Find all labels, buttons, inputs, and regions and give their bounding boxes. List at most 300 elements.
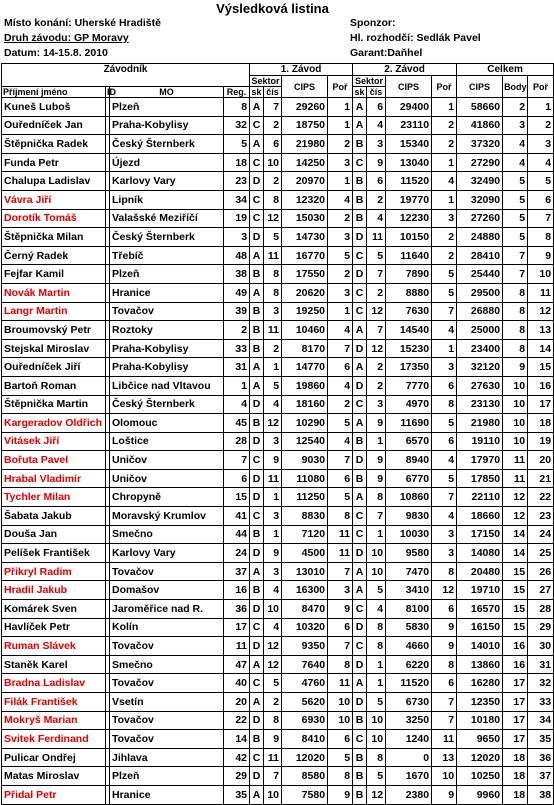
- mo-cell: Český Šternberk: [110, 228, 224, 247]
- table-row: [2, 488, 554, 507]
- sector1-cell: B: [250, 525, 264, 544]
- cips-total-cell: 17850: [457, 469, 503, 488]
- table-row: [2, 414, 554, 433]
- rank2-cell: 3: [432, 544, 457, 563]
- cips-total-cell: 25440: [457, 265, 503, 284]
- sector1-cell: A: [250, 376, 264, 395]
- reg-cell: 4: [224, 395, 250, 414]
- mo-cell: Karlovy Vary: [110, 172, 224, 191]
- cips1-cell: 8830: [282, 507, 328, 526]
- cips1-cell: 20970: [282, 172, 328, 191]
- rank2-cell: 5: [432, 414, 457, 433]
- body-cell: 4: [503, 135, 528, 154]
- cips2-cell: 4970: [386, 395, 432, 414]
- rank1-cell: 1: [328, 302, 353, 321]
- table-row: [2, 98, 554, 117]
- rank-total-cell: 11: [528, 283, 554, 302]
- table-row: [2, 451, 554, 470]
- mo-cell: Libčice nad Vltavou: [110, 376, 224, 395]
- sector1-cell: B: [250, 339, 264, 358]
- sector2-cell: B: [353, 711, 367, 730]
- rank-total-cell: 33: [528, 693, 554, 712]
- cips1-cell: 15030: [282, 209, 328, 228]
- cips2-header: CIPS: [386, 76, 432, 98]
- reg-cell: 31: [224, 358, 250, 377]
- cips-total-cell: 10250: [457, 767, 503, 786]
- name-cell: Tychler Milan: [2, 488, 106, 507]
- sector1-cell: B: [250, 302, 264, 321]
- rank1-cell: 4: [328, 321, 353, 340]
- body-cell: 15: [503, 581, 528, 600]
- sector1-cell: A: [250, 283, 264, 302]
- mo-cell: Vsetín: [110, 693, 224, 712]
- number1-cell: 2: [264, 172, 282, 191]
- cips2-cell: 6570: [386, 432, 432, 451]
- number2-cell: 9: [367, 469, 386, 488]
- name-cell: Hrabal Vladimír: [2, 469, 106, 488]
- cips1-cell: 10460: [282, 321, 328, 340]
- name-cell: Komárek Sven: [2, 600, 106, 619]
- name-cell: Funda Petr: [2, 153, 106, 172]
- table-row: [2, 190, 554, 209]
- cips-total-cell: 14010: [457, 637, 503, 656]
- cips2-cell: 8880: [386, 283, 432, 302]
- number2-cell: 2: [367, 283, 386, 302]
- sector1-cell: C: [250, 507, 264, 526]
- number1-cell: 3: [264, 562, 282, 581]
- number1-cell: 2: [264, 116, 282, 135]
- sector2-cell: B: [353, 190, 367, 209]
- cis2-header: čís: [367, 87, 386, 98]
- table-row: [2, 637, 554, 656]
- name-cell: Šabata Jakub: [2, 507, 106, 526]
- cips2-cell: 1240: [386, 730, 432, 749]
- rank-total-cell: 5: [528, 172, 554, 191]
- rank1-cell: 8: [328, 507, 353, 526]
- cips-total-cell: 9650: [457, 730, 503, 749]
- rank-total-cell: 13: [528, 321, 554, 340]
- rank-total-cell: 18: [528, 414, 554, 433]
- cips2-cell: 0: [386, 748, 432, 767]
- venue-label: Místo konání: Uherské Hradiště: [4, 17, 161, 29]
- reg-cell: 18: [224, 153, 250, 172]
- number1-cell: 8: [264, 265, 282, 284]
- body-cell: 7: [503, 265, 528, 284]
- mo-cell: Praha-Kobylisy: [110, 358, 224, 377]
- table-row: [2, 321, 554, 340]
- cips2-cell: 3250: [386, 711, 432, 730]
- rank1-cell: 4: [328, 376, 353, 395]
- rank-total-cell: 31: [528, 655, 554, 674]
- cips-total-cell: 58660: [457, 98, 503, 117]
- number1-cell: 11: [264, 469, 282, 488]
- cips-total-cell: 24880: [457, 228, 503, 247]
- body-cell: 8: [503, 302, 528, 321]
- sector1-cell: C: [250, 618, 264, 637]
- race-type-label: Druh závodu: GP Moravy: [4, 32, 129, 44]
- cips-total-cell: 12350: [457, 693, 503, 712]
- rank1-cell: 1: [328, 116, 353, 135]
- rank-total-cell: 20: [528, 451, 554, 470]
- cips-total-header: CIPS: [457, 76, 503, 98]
- rank-total-cell: 3: [528, 135, 554, 154]
- reg-cell: 15: [224, 488, 250, 507]
- rank-total-cell: 17: [528, 395, 554, 414]
- number1-cell: 10: [264, 600, 282, 619]
- name-cell: Bartoň Roman: [2, 376, 106, 395]
- table-row: [2, 785, 554, 804]
- reg-cell: 32: [224, 116, 250, 135]
- table-row: [2, 228, 554, 247]
- mo-cell: Praha-Kobylisy: [110, 339, 224, 358]
- cips1-cell: 12320: [282, 190, 328, 209]
- name-cell: Langr Martin: [2, 302, 106, 321]
- cips2-cell: 29400: [386, 98, 432, 117]
- mo-cell: Tovačov: [110, 302, 224, 321]
- number1-cell: 9: [264, 451, 282, 470]
- mo-cell: Jaroměřice nad R.: [110, 600, 224, 619]
- number1-cell: 2: [264, 693, 282, 712]
- cips1-cell: 20620: [282, 283, 328, 302]
- body-cell: 10: [503, 432, 528, 451]
- sector2-cell: C: [353, 246, 367, 265]
- name-cell: Štěpnička Milan: [2, 228, 106, 247]
- rank2-cell: 2: [432, 228, 457, 247]
- rank2-cell: 4: [432, 321, 457, 340]
- table-row: [2, 748, 554, 767]
- cips1-cell: 13010: [282, 562, 328, 581]
- cips2-cell: 19770: [386, 190, 432, 209]
- rank2-cell: 5: [432, 265, 457, 284]
- cips-total-cell: 32090: [457, 190, 503, 209]
- body-cell: 12: [503, 488, 528, 507]
- rank-total-cell: 25: [528, 544, 554, 563]
- rank-total-cell: 32: [528, 674, 554, 693]
- mo-cell: Chropyně: [110, 488, 224, 507]
- total-header: Celkem: [457, 64, 554, 76]
- rank1-cell: 10: [328, 711, 353, 730]
- number2-cell: 5: [367, 581, 386, 600]
- body-cell: 10: [503, 395, 528, 414]
- number2-cell: 9: [367, 153, 386, 172]
- name-cell: Ouředníček Jiří: [2, 358, 106, 377]
- id-header: ID: [107, 87, 116, 97]
- mo-cell: Plzeň: [110, 98, 224, 117]
- body-cell: 17: [503, 711, 528, 730]
- number2-cell: 10: [367, 562, 386, 581]
- name-cell: Hradil Jakub: [2, 581, 106, 600]
- rank1-cell: 3: [328, 228, 353, 247]
- sector1-cell: C: [250, 748, 264, 767]
- cips1-cell: 11080: [282, 469, 328, 488]
- cips-total-cell: 27260: [457, 209, 503, 228]
- rank-total-cell: 23: [528, 507, 554, 526]
- cips1-header: CIPS: [282, 76, 328, 98]
- mo-cell: Uničov: [110, 451, 224, 470]
- sector1-cell: D: [250, 711, 264, 730]
- rank2-cell: 4: [432, 172, 457, 191]
- rank2-cell: 9: [432, 618, 457, 637]
- body-header: Body: [503, 76, 528, 98]
- guarantor-label: Garant:Daňhel: [350, 47, 423, 59]
- reg-cell: 22: [224, 711, 250, 730]
- rank-total-cell: 29: [528, 618, 554, 637]
- rank2-cell: 7: [432, 693, 457, 712]
- body-cell: 11: [503, 469, 528, 488]
- cips2-cell: 2380: [386, 785, 432, 804]
- sector2-cell: A: [353, 358, 367, 377]
- number2-cell: 8: [367, 488, 386, 507]
- reg-cell: 28: [224, 432, 250, 451]
- sector2-cell: B: [353, 209, 367, 228]
- rank-total-cell: 8: [528, 228, 554, 247]
- name-cell: Pelíšek František: [2, 544, 106, 563]
- rank2-cell: 2: [432, 116, 457, 135]
- rank-total-cell: 28: [528, 600, 554, 619]
- rank-total-cell: 38: [528, 785, 554, 804]
- table-row: [2, 730, 554, 749]
- rank1-cell: 9: [328, 600, 353, 619]
- body-cell: 18: [503, 748, 528, 767]
- rank2-cell: 3: [432, 358, 457, 377]
- rank1-cell: 11: [328, 674, 353, 693]
- cips2-cell: 9580: [386, 544, 432, 563]
- mo-cell: Újezd: [110, 153, 224, 172]
- cips-total-cell: 29500: [457, 283, 503, 302]
- sector2-cell: A: [353, 674, 367, 693]
- rank1-cell: 1: [328, 172, 353, 191]
- sector2-cell: A: [353, 414, 367, 433]
- number1-cell: 4: [264, 618, 282, 637]
- reg-cell: 45: [224, 414, 250, 433]
- rank2-cell: 1: [432, 339, 457, 358]
- rank2-cell: 5: [432, 469, 457, 488]
- sector2-cell: C: [353, 637, 367, 656]
- number1-cell: 10: [264, 785, 282, 804]
- sector1-cell: D: [250, 395, 264, 414]
- body-cell: 18: [503, 785, 528, 804]
- sector1-cell: D: [250, 228, 264, 247]
- rank1-cell: 10: [328, 693, 353, 712]
- body-cell: 17: [503, 674, 528, 693]
- rank1-cell: 7: [328, 637, 353, 656]
- name-cell: Novák Martin: [2, 283, 106, 302]
- mo-cell: Třebíč: [110, 246, 224, 265]
- body-cell: 17: [503, 693, 528, 712]
- mo-cell: Plzeň: [110, 767, 224, 786]
- cips-total-cell: 21980: [457, 414, 503, 433]
- cips1-cell: 19250: [282, 302, 328, 321]
- number1-cell: 9: [264, 730, 282, 749]
- body-cell: 5: [503, 228, 528, 247]
- cips1-cell: 16300: [282, 581, 328, 600]
- reg-cell: 39: [224, 302, 250, 321]
- cips1-cell: 7640: [282, 655, 328, 674]
- sector2-cell: B: [353, 432, 367, 451]
- table-row: [2, 525, 554, 544]
- cips1-cell: 10320: [282, 618, 328, 637]
- table-row: [2, 562, 554, 581]
- sector2-cell: A: [353, 581, 367, 600]
- rank2-cell: 8: [432, 395, 457, 414]
- competitor-header: Závodník: [2, 64, 250, 76]
- rank1-cell: 2: [328, 135, 353, 154]
- rank2-cell: 1: [432, 153, 457, 172]
- sector1-cell: D: [250, 469, 264, 488]
- number1-cell: 1: [264, 488, 282, 507]
- number1-cell: 6: [264, 135, 282, 154]
- rank2-cell: 10: [432, 767, 457, 786]
- cips-total-cell: 16150: [457, 618, 503, 637]
- cips2-cell: 10150: [386, 228, 432, 247]
- cips2-cell: 1670: [386, 767, 432, 786]
- sector1-cell: A: [250, 785, 264, 804]
- body-cell: 5: [503, 190, 528, 209]
- cips-total-cell: 28410: [457, 246, 503, 265]
- mo-cell: Moravský Krumlov: [110, 507, 224, 526]
- body-cell: 17: [503, 730, 528, 749]
- reg-cell: 8: [224, 98, 250, 117]
- rank1-cell: 5: [328, 488, 353, 507]
- rank-total-cell: 15: [528, 358, 554, 377]
- name-cell: Havlíček Petr: [2, 618, 106, 637]
- sector1-cell: A: [250, 562, 264, 581]
- results-body: [2, 98, 554, 805]
- rank-total-cell: 1: [528, 98, 554, 117]
- rank1-cell: 2: [328, 395, 353, 414]
- sector1-cell: B: [250, 414, 264, 433]
- number1-cell: 11: [264, 748, 282, 767]
- sector1-cell: B: [250, 581, 264, 600]
- table-row: [2, 172, 554, 191]
- sector2-cell: B: [353, 748, 367, 767]
- sector1-cell: A: [250, 135, 264, 154]
- cips2-cell: 10030: [386, 525, 432, 544]
- name-cell: Fejfar Kamil: [2, 265, 106, 284]
- cips-total-cell: 26880: [457, 302, 503, 321]
- sector2-cell: A: [353, 98, 367, 117]
- reg-header: Reg.: [224, 87, 250, 98]
- cips-total-cell: 22110: [457, 488, 503, 507]
- rank1-cell: 2: [328, 265, 353, 284]
- number2-cell: 1: [367, 655, 386, 674]
- rank1-cell: 2: [328, 209, 353, 228]
- sector1-header: Sektor: [251, 76, 280, 86]
- reg-cell: 2: [224, 321, 250, 340]
- number2-cell: 12: [367, 339, 386, 358]
- number2-cell: 5: [367, 767, 386, 786]
- rank1-cell: 6: [328, 618, 353, 637]
- sector2-cell: B: [353, 135, 367, 154]
- sector2-cell: C: [353, 302, 367, 321]
- page-title: Výsledková listina: [216, 1, 329, 16]
- body-cell: 18: [503, 767, 528, 786]
- mo-cell: Kolín: [110, 618, 224, 637]
- table-row: [2, 711, 554, 730]
- rank2-cell: 8: [432, 562, 457, 581]
- mo-cell: Tovačov: [110, 711, 224, 730]
- name-cell: Štěpnička Martin: [2, 395, 106, 414]
- body-cell: 14: [503, 544, 528, 563]
- reg-cell: 24: [224, 544, 250, 563]
- sector1-cell: B: [250, 265, 264, 284]
- number2-cell: 12: [367, 785, 386, 804]
- table-row: [2, 246, 554, 265]
- number2-cell: 2: [367, 376, 386, 395]
- date-label: Datum: 14-15.8. 2010: [4, 47, 108, 59]
- rank1-cell: 3: [328, 581, 353, 600]
- number1-cell: 12: [264, 209, 282, 228]
- sector1-cell: D: [250, 488, 264, 507]
- name-cell: Kargeradov Oldřich: [2, 414, 106, 433]
- cips2-cell: 7630: [386, 302, 432, 321]
- rank-total-cell: 7: [528, 209, 554, 228]
- name-cell: Černý Radek: [2, 246, 106, 265]
- number1-cell: 4: [264, 395, 282, 414]
- sector1-cell: A: [250, 358, 264, 377]
- sector1-cell: C: [250, 674, 264, 693]
- sector1-cell: D: [250, 637, 264, 656]
- rank-total-cell: 6: [528, 190, 554, 209]
- rank2-cell: 5: [432, 283, 457, 302]
- body-cell: 4: [503, 153, 528, 172]
- cips1-cell: 7120: [282, 525, 328, 544]
- number1-cell: 4: [264, 581, 282, 600]
- body-cell: 15: [503, 562, 528, 581]
- cips-total-cell: 27630: [457, 376, 503, 395]
- rank2-cell: 3: [432, 525, 457, 544]
- body-cell: 14: [503, 525, 528, 544]
- rank2-cell: 1: [432, 190, 457, 209]
- sector2-cell: D: [353, 451, 367, 470]
- number2-cell: 10: [367, 544, 386, 563]
- number2-cell: 4: [367, 600, 386, 619]
- rank1-cell: 8: [328, 767, 353, 786]
- reg-cell: 48: [224, 246, 250, 265]
- number1-cell: 9: [264, 544, 282, 563]
- table-row: [2, 507, 554, 526]
- cips2-cell: 5830: [386, 618, 432, 637]
- rank2-cell: 6: [432, 674, 457, 693]
- table-row: [2, 618, 554, 637]
- cips2-cell: 23110: [386, 116, 432, 135]
- rank2-cell: 1: [432, 98, 457, 117]
- body-cell: 12: [503, 507, 528, 526]
- rank1-cell: 5: [328, 748, 353, 767]
- results-table: [1, 63, 554, 805]
- number2-cell: 6: [367, 172, 386, 191]
- mo-cell: Olomouc: [110, 414, 224, 433]
- reg-cell: 16: [224, 581, 250, 600]
- cips-total-cell: 32490: [457, 172, 503, 191]
- sk2-header: sk: [354, 87, 365, 97]
- number2-cell: 8: [367, 748, 386, 767]
- mo-cell: Tovačov: [110, 674, 224, 693]
- number2-cell: 6: [367, 98, 386, 117]
- cips2-cell: 11640: [386, 246, 432, 265]
- name-cell: Kuneš Luboš: [2, 98, 106, 117]
- rank1-cell: 7: [328, 451, 353, 470]
- rank2-cell: 4: [432, 507, 457, 526]
- rank2-cell: 6: [432, 600, 457, 619]
- table-row: [2, 153, 554, 172]
- name-cell: Ouředníček Jan: [2, 116, 106, 135]
- mo-header: MO: [110, 87, 224, 98]
- number2-cell: 9: [367, 414, 386, 433]
- cips2-cell: 6770: [386, 469, 432, 488]
- table-row: [2, 767, 554, 786]
- rank-total-cell: 14: [528, 339, 554, 358]
